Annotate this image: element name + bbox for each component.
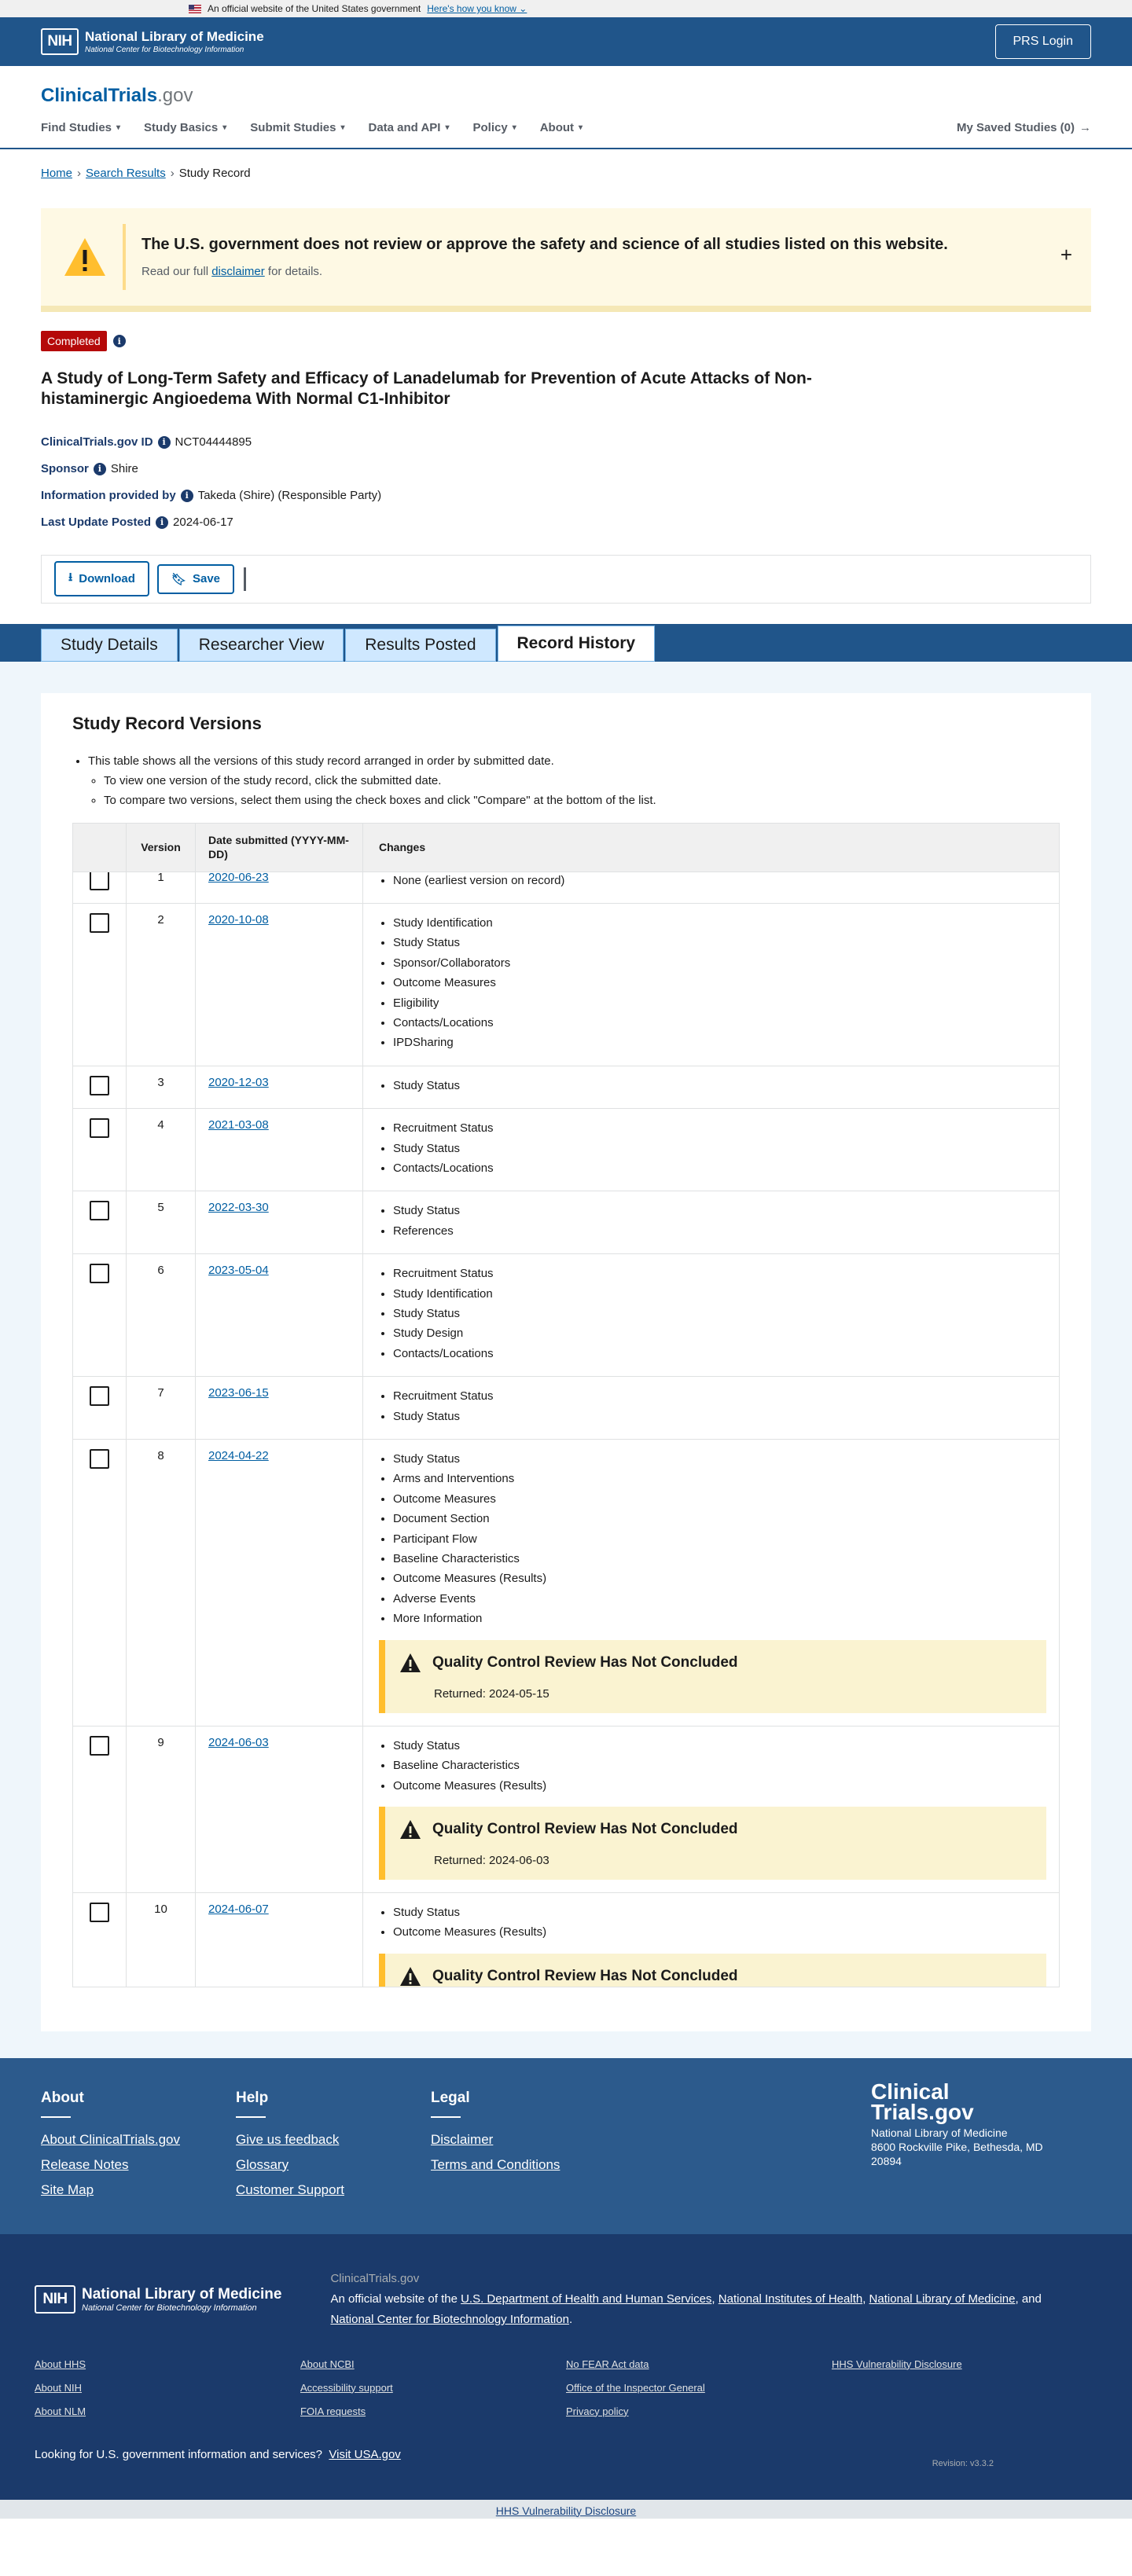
chevron-down-icon: ▾ bbox=[512, 123, 516, 132]
link-foia[interactable]: FOIA requests bbox=[300, 2405, 366, 2417]
chevron-down-icon: ▾ bbox=[116, 123, 121, 132]
qc-review-alert bbox=[379, 1807, 1046, 1880]
qc-returned: Returned: 2024-05-15 bbox=[434, 1686, 549, 1701]
version-checkbox[interactable] bbox=[90, 913, 109, 933]
nav-submit-studies[interactable]: Submit Studies ▾ bbox=[250, 121, 345, 134]
info-icon[interactable]: i bbox=[113, 335, 126, 347]
footer-nlm-logo[interactable]: NIH National Library of Medicine National Center for Biotechnology Information bbox=[35, 2269, 281, 2330]
change-item: • Outcome Measures bbox=[393, 973, 1059, 993]
version-number: 3 bbox=[127, 1066, 196, 1108]
study-meta bbox=[41, 429, 1091, 536]
link-inspector-general[interactable]: Office of the Inspector General bbox=[566, 2381, 705, 2394]
link-about-ncbi[interactable]: About NCBI bbox=[300, 2358, 355, 2370]
version-changes-list bbox=[379, 1736, 1059, 1796]
us-flag-icon bbox=[189, 5, 201, 13]
info-icon[interactable]: i bbox=[181, 490, 193, 502]
footer-help: Help Give us feedback Glossary Customer Support bbox=[236, 2090, 431, 2203]
version-row bbox=[73, 1377, 1059, 1440]
version-date-link[interactable]: 2022-03-30 bbox=[208, 1201, 269, 1215]
change-item: • Baseline Characteristics bbox=[393, 1549, 1059, 1569]
footer-link-site-map[interactable]: Site Map bbox=[41, 2182, 94, 2197]
info-icon[interactable]: i bbox=[158, 436, 171, 449]
footer-top bbox=[0, 2058, 1132, 2234]
hhs-link[interactable]: U.S. Department of Health and Human Services bbox=[461, 2292, 712, 2306]
prs-login-button[interactable]: PRS Login bbox=[995, 24, 1092, 59]
change-item: • Participant Flow bbox=[393, 1529, 1059, 1549]
version-row bbox=[73, 1893, 1059, 1987]
heres-how-link[interactable]: Here's how you know ⌄ bbox=[427, 3, 527, 14]
footer-about: About About ClinicalTrials.gov Release Notes Site Map bbox=[41, 2090, 236, 2203]
meta-last-update: Last Update Posted i 2024-06-17 bbox=[41, 516, 233, 529]
version-number: 9 bbox=[127, 1727, 196, 1892]
gov-banner-text: An official website of the United States government bbox=[208, 3, 421, 14]
qc-title: Quality Control Review Has Not Concluded bbox=[432, 1820, 738, 1837]
study-header bbox=[0, 312, 1132, 536]
change-item: • Contacts/Locations bbox=[393, 1158, 1059, 1178]
version-checkbox[interactable] bbox=[90, 1386, 109, 1406]
tab-study-details[interactable]: Study Details bbox=[41, 629, 178, 662]
my-saved-studies-link[interactable]: My Saved Studies (0) → bbox=[956, 121, 1091, 134]
visit-usa-link[interactable]: Visit USA.gov bbox=[329, 2447, 401, 2461]
version-changes-list bbox=[379, 1449, 1059, 1629]
nih-header bbox=[0, 17, 1132, 66]
footer-legal: Legal Disclaimer Terms and Conditions bbox=[431, 2090, 626, 2203]
change-item: • Recruitment Status bbox=[393, 1264, 1059, 1283]
link-about-nlm[interactable]: About NLM bbox=[35, 2405, 86, 2417]
qc-returned: Returned: 2024-06-03 bbox=[434, 1853, 549, 1867]
qc-title: Quality Control Review Has Not Concluded bbox=[432, 1967, 738, 1984]
change-item: • Document Section bbox=[393, 1509, 1059, 1528]
study-tabs bbox=[0, 624, 1132, 662]
chevron-down-icon: ▾ bbox=[222, 123, 227, 132]
bookmark-icon: 🔖︎ bbox=[171, 572, 186, 586]
change-item: • Study Identification bbox=[393, 913, 1059, 933]
link-about-nih[interactable]: About NIH bbox=[35, 2381, 82, 2394]
usa-gov-line: Looking for U.S. government information and services? Visit USA.gov bbox=[35, 2447, 401, 2461]
version-checkbox[interactable] bbox=[90, 1118, 109, 1138]
version-checkbox[interactable] bbox=[90, 1736, 109, 1756]
save-button[interactable]: 🔖︎ Save bbox=[157, 564, 234, 594]
breadcrumb-home[interactable]: Home bbox=[41, 167, 73, 180]
version-changes-list bbox=[379, 872, 1059, 890]
nih-link[interactable]: National Institutes of Health bbox=[718, 2292, 863, 2306]
change-item: • More Information bbox=[393, 1609, 1059, 1628]
version-changes-list bbox=[379, 1903, 1059, 1943]
footer-brand bbox=[871, 2079, 1043, 2168]
change-item: • Recruitment Status bbox=[393, 1118, 1059, 1138]
change-item: • Study Status bbox=[393, 933, 1059, 952]
meta-provided-by: Information provided by i Takeda (Shire) (Responsible Party) bbox=[41, 489, 382, 502]
nlm-title: National Library of Medicine bbox=[85, 29, 264, 44]
version-date-link[interactable]: 2020-06-23 bbox=[208, 872, 269, 884]
expand-plus-icon[interactable]: + bbox=[1060, 243, 1072, 266]
version-date-link[interactable]: 2024-04-22 bbox=[208, 1449, 269, 1463]
change-item: • IPDSharing bbox=[393, 1033, 1059, 1052]
footer-link-support[interactable]: Customer Support bbox=[236, 2182, 344, 2197]
change-item: • Study Status bbox=[393, 1139, 1059, 1158]
version-checkbox[interactable] bbox=[90, 1903, 109, 1922]
ncbi-link[interactable]: National Center for Biotechnology Information bbox=[330, 2312, 569, 2326]
version-date-link[interactable]: 2020-12-03 bbox=[208, 1075, 269, 1089]
version-date-link[interactable]: 2023-06-15 bbox=[208, 1386, 269, 1400]
footer-link-terms[interactable]: Terms and Conditions bbox=[431, 2156, 560, 2172]
footer-link-about-ctg[interactable]: About ClinicalTrials.gov bbox=[41, 2131, 180, 2147]
version-changes-list bbox=[379, 1201, 1059, 1241]
change-item: • Sponsor/Collaborators bbox=[393, 953, 1059, 973]
version-row bbox=[73, 1066, 1059, 1109]
footer-ctg-logo[interactable]: Clinical Trials.gov bbox=[871, 2079, 974, 2124]
info-icon[interactable]: i bbox=[156, 516, 168, 529]
info-icon[interactable]: i bbox=[94, 463, 106, 475]
chevron-down-icon: ▾ bbox=[579, 123, 583, 132]
version-row bbox=[73, 872, 1059, 904]
breadcrumb-search-results[interactable]: Search Results bbox=[86, 167, 166, 180]
link-about-hhs[interactable]: About HHS bbox=[35, 2358, 86, 2370]
change-item: • Study Identification bbox=[393, 1284, 1059, 1304]
footer-link-glossary[interactable]: Glossary bbox=[236, 2156, 289, 2172]
version-row bbox=[73, 1440, 1059, 1727]
link-privacy[interactable]: Privacy policy bbox=[566, 2405, 629, 2417]
change-item: • Outcome Measures (Results) bbox=[393, 1922, 1059, 1942]
version-number: 4 bbox=[127, 1109, 196, 1191]
link-no-fear[interactable]: No FEAR Act data bbox=[566, 2358, 649, 2370]
revision-label: Revision: v3.3.2 bbox=[932, 2458, 994, 2468]
record-versions-heading: Study Record Versions bbox=[72, 713, 262, 733]
study-actions bbox=[41, 555, 1091, 604]
record-history-section bbox=[0, 662, 1132, 2058]
alert-text: Read our full disclaimer for details. bbox=[142, 265, 323, 278]
nav-about[interactable]: About ▾ bbox=[539, 121, 583, 134]
change-item: • Outcome Measures bbox=[393, 1489, 1059, 1509]
change-item: • Study Status bbox=[393, 1449, 1059, 1469]
alert-title: The U.S. government does not review or approve the safety and science of all studies listed on this website. bbox=[142, 236, 948, 253]
warning-icon bbox=[399, 1819, 421, 1840]
disclaimer-link[interactable]: disclaimer bbox=[211, 265, 265, 278]
warning-icon bbox=[399, 1653, 421, 1673]
chevron-right-icon: › bbox=[77, 167, 82, 180]
version-checkbox[interactable] bbox=[90, 1201, 109, 1220]
footer-address: National Library of Medicine 8600 Rockville Pike, Bethesda, MD 20894 bbox=[871, 2126, 1043, 2167]
footer-link-release-notes[interactable]: Release Notes bbox=[41, 2156, 129, 2172]
record-info-list: • This table shows all the versions of this study record arranged in order by submitted date. ◦ To view one version of the study record, click the submitted date. ◦ To compare two versions, select them using the check boxes and click "Compare" at the bottom of the list. bbox=[72, 751, 1060, 810]
disclaimer-alert bbox=[41, 208, 1091, 312]
change-item: • Study Design bbox=[393, 1323, 1059, 1343]
version-changes-list bbox=[379, 1118, 1059, 1178]
version-date-link[interactable]: 2024-06-07 bbox=[208, 1902, 269, 1916]
study-title: A Study of Long-Term Safety and Efficacy of Lanadelumab for Prevention of Acute Attacks of Non-histaminergic Angioedema With Normal C1-Inhibitor bbox=[41, 369, 812, 409]
footer-link-feedback[interactable]: Give us feedback bbox=[236, 2131, 340, 2147]
change-item: • Study Status bbox=[393, 1201, 1059, 1220]
version-checkbox[interactable] bbox=[90, 872, 109, 890]
site-header bbox=[0, 66, 1132, 149]
version-changes-list bbox=[379, 913, 1059, 1053]
change-item: • References bbox=[393, 1221, 1059, 1241]
change-item: • Study Status bbox=[393, 1903, 1059, 1922]
change-item: • Eligibility bbox=[393, 993, 1059, 1013]
version-changes-list bbox=[379, 1386, 1059, 1426]
version-number: 5 bbox=[127, 1191, 196, 1253]
link-accessibility[interactable]: Accessibility support bbox=[300, 2381, 393, 2394]
version-row bbox=[73, 1254, 1059, 1377]
footer-official-text: ClinicalTrials.gov An official website of the U.S. Department of Health and Human Services, National Institutes of Health, National Library of Medicine, and National Center for Biotechnology Information. bbox=[330, 2271, 1042, 2326]
nlm-logo[interactable] bbox=[41, 28, 264, 55]
version-number: 8 bbox=[127, 1440, 196, 1726]
record-versions-card bbox=[41, 693, 1091, 2031]
tab-results-posted[interactable]: Results Posted bbox=[345, 629, 495, 662]
breadcrumb-current: Study Record bbox=[178, 167, 251, 180]
change-item: • Adverse Events bbox=[393, 1589, 1059, 1609]
nlm-link[interactable]: National Library of Medicine bbox=[869, 2292, 1016, 2306]
change-item: • Baseline Characteristics bbox=[393, 1756, 1059, 1775]
ncbi-subtitle: National Center for Biotechnology Information bbox=[85, 46, 244, 54]
tab-researcher-view[interactable]: Researcher View bbox=[179, 629, 344, 662]
version-row bbox=[73, 1109, 1059, 1191]
change-item: • None (earliest version on record) bbox=[393, 872, 1059, 890]
arrow-right-icon: → bbox=[1079, 121, 1091, 134]
versions-scroll-area[interactable] bbox=[73, 872, 1059, 1987]
nav-policy[interactable]: Policy ▾ bbox=[472, 121, 516, 134]
warning-icon bbox=[63, 237, 107, 277]
gov-banner bbox=[0, 0, 1132, 17]
versions-table-header: Version Date submitted (YYYY-MM-DD) Changes bbox=[73, 824, 1059, 872]
version-date-link[interactable]: 2024-06-03 bbox=[208, 1735, 269, 1749]
change-item: • Study Status bbox=[393, 1304, 1059, 1323]
chevron-right-icon: › bbox=[170, 167, 175, 180]
breadcrumb bbox=[0, 149, 1132, 197]
change-item: • Outcome Measures (Results) bbox=[393, 1776, 1059, 1796]
chevron-down-icon: ▾ bbox=[340, 123, 345, 132]
nih-logo-icon: NIH bbox=[35, 2285, 75, 2314]
version-checkbox[interactable] bbox=[90, 1449, 109, 1469]
change-item: • Outcome Measures (Results) bbox=[393, 1569, 1059, 1588]
version-number: 6 bbox=[127, 1254, 196, 1376]
main-nav bbox=[41, 121, 1091, 134]
qc-review-alert bbox=[379, 1954, 1046, 1987]
warning-icon bbox=[399, 1966, 421, 1987]
chevron-down-icon: ▾ bbox=[445, 123, 450, 132]
version-date-link[interactable]: 2021-03-08 bbox=[208, 1118, 269, 1132]
nav-data-api[interactable]: Data and API ▾ bbox=[368, 121, 450, 134]
link-hhs-vulnerability[interactable]: HHS Vulnerability Disclosure bbox=[832, 2358, 962, 2370]
clinicaltrials-logo[interactable]: ClinicalTrials.gov bbox=[41, 85, 193, 106]
version-number: 10 bbox=[127, 1893, 196, 1987]
change-item: • Contacts/Locations bbox=[393, 1013, 1059, 1033]
change-item: • Study Status bbox=[393, 1736, 1059, 1756]
hhs-vulnerability-link[interactable]: HHS Vulnerability Disclosure bbox=[495, 2504, 637, 2517]
change-item: • Recruitment Status bbox=[393, 1386, 1059, 1406]
change-item: • Study Status bbox=[393, 1076, 1059, 1095]
meta-sponsor: Sponsor i Shire bbox=[41, 462, 138, 475]
footer-link-disclaimer[interactable]: Disclaimer bbox=[431, 2131, 494, 2147]
version-checkbox[interactable] bbox=[90, 1076, 109, 1095]
version-number: 1 bbox=[127, 872, 196, 903]
download-button[interactable]: ⭳ Download bbox=[54, 561, 149, 596]
change-item: • Arms and Interventions bbox=[393, 1469, 1059, 1488]
download-icon: ⭳ bbox=[68, 571, 73, 584]
change-item: • Contacts/Locations bbox=[393, 1344, 1059, 1363]
version-checkbox[interactable] bbox=[90, 1264, 109, 1283]
qc-review-alert bbox=[379, 1640, 1046, 1713]
footer-gov-links bbox=[35, 2358, 1097, 2429]
version-row bbox=[73, 904, 1059, 1066]
version-changes-list bbox=[379, 1076, 1059, 1095]
version-date-link[interactable]: 2020-10-08 bbox=[208, 912, 269, 927]
version-changes-list bbox=[379, 1264, 1059, 1363]
status-badge: Completed bbox=[41, 331, 107, 351]
footer-bottom bbox=[0, 2234, 1132, 2500]
nih-logo-icon: NIH bbox=[41, 28, 79, 55]
meta-nct-id: ClinicalTrials.gov ID i NCT04444895 bbox=[41, 435, 252, 449]
version-row bbox=[73, 1727, 1059, 1893]
change-item: • Study Status bbox=[393, 1407, 1059, 1426]
final-band bbox=[0, 2500, 1132, 2519]
qc-title: Quality Control Review Has Not Concluded bbox=[432, 1653, 738, 1671]
version-date-link[interactable]: 2023-05-04 bbox=[208, 1264, 269, 1278]
tab-record-history[interactable]: Record History bbox=[498, 626, 656, 662]
version-number: 2 bbox=[127, 904, 196, 1066]
version-row bbox=[73, 1191, 1059, 1254]
version-number: 7 bbox=[127, 1377, 196, 1439]
versions-table bbox=[72, 823, 1060, 1987]
nav-find-studies[interactable]: Find Studies ▾ bbox=[41, 121, 121, 134]
nav-study-basics[interactable]: Study Basics ▾ bbox=[144, 121, 227, 134]
